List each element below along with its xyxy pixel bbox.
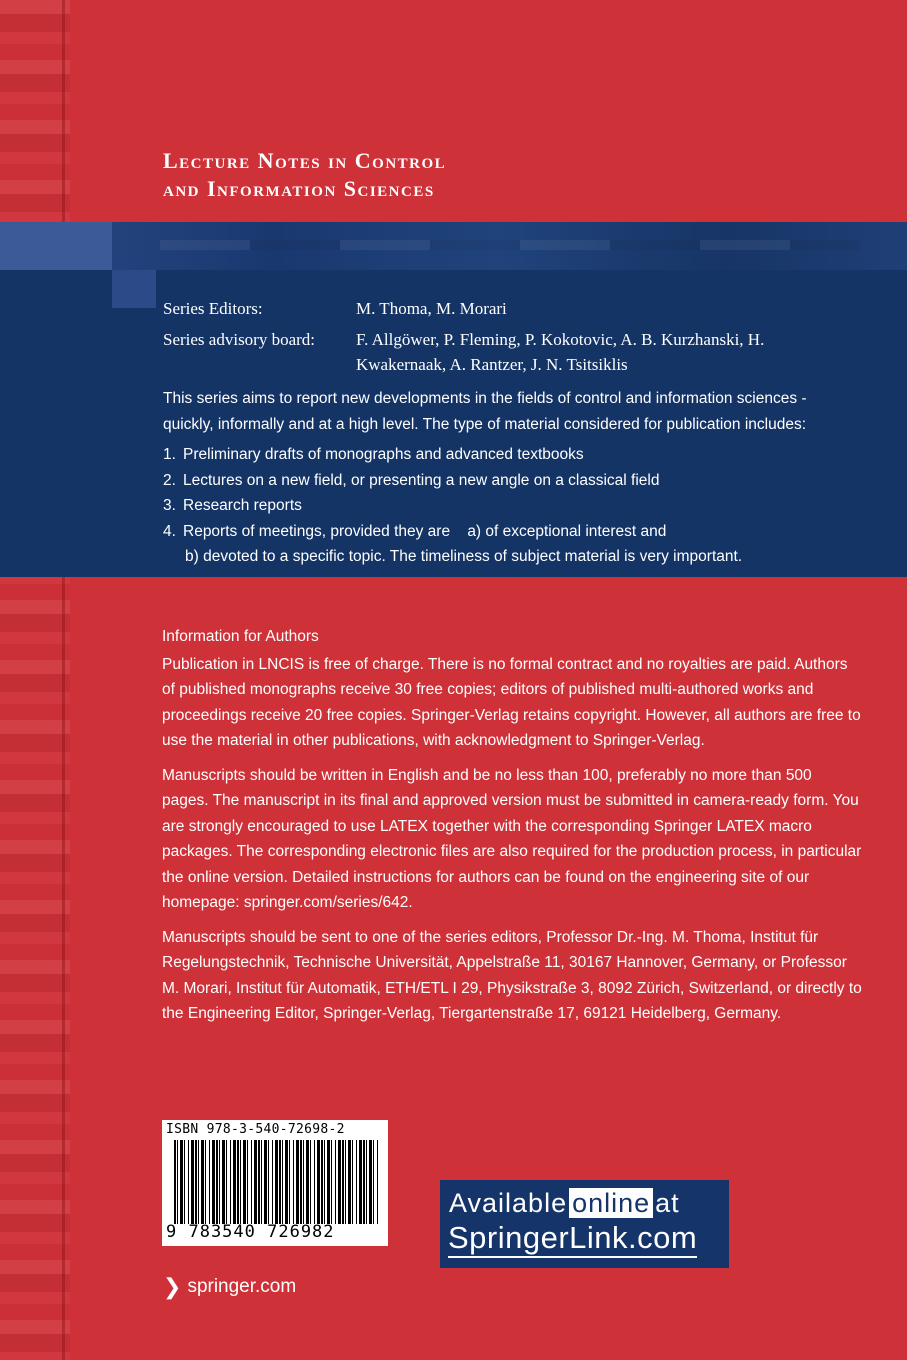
isbn-barcode xyxy=(162,1120,388,1246)
series-editors-label: Series Editors: xyxy=(163,299,263,318)
list-item-text: Lectures on a new field, or presenting a new angle on a classical field xyxy=(183,471,660,489)
isbn-label: ISBN 978-3-540-72698-2 xyxy=(166,1122,345,1137)
list-item-number: 1. xyxy=(163,446,176,463)
barcode-bars xyxy=(174,1140,378,1224)
list-item-text: Reports of meetings, provided they are a) of exceptional interest and xyxy=(183,522,667,540)
list-item xyxy=(163,442,853,468)
spine-stripes xyxy=(0,0,70,1360)
springer-url xyxy=(163,1276,296,1298)
list-item-text: Preliminary drafts of monographs and advanced textbooks xyxy=(183,446,584,463)
series-title-line1: Lecture Notes in Control xyxy=(163,148,447,173)
list-item xyxy=(163,519,853,545)
series-editors-value: M. Thoma, M. Morari xyxy=(356,299,507,318)
band-strip xyxy=(0,222,907,270)
list-item-continuation: b) devoted to a specific topic. The timeliness of subject material is very important. xyxy=(185,548,743,565)
authors-paragraph-3: Manuscripts should be sent to one of the series editors, Professor Dr.-Ing. M. Thoma, Institut für Regelungstechnik, Technische Universität, Appelstraße 11, 30167 Hannover, Germany, or Professor M. Morari, Institut für Automatik, ETH/ETL I 29, Physikstraße 3, 8092 Zürich, Switzerland, or directly to the Engineering Editor, Springer-Verlag, Tiergartenstraße 17, 69121 Heidelberg, Germany. xyxy=(162,928,862,1022)
springer-url-text: springer.com xyxy=(187,1276,297,1297)
chevron-right-icon: ❯ xyxy=(163,1274,182,1299)
information-for-authors xyxy=(162,624,862,1036)
springerlink-badge xyxy=(440,1180,729,1268)
springerlink-brand-text: SpringerLink.com xyxy=(448,1220,698,1255)
decor-square-small xyxy=(112,270,156,308)
advisory-board-value: F. Allgöwer, P. Fleming, P. Kokotovic, A. B. Kurzhanski, H. Kwakernaak, A. Rantzer, J. N. Tsitsiklis xyxy=(356,330,765,374)
list-item-number: 4. xyxy=(163,522,176,540)
list-item-number: 2. xyxy=(163,471,176,489)
series-title-line2: and Information Sciences xyxy=(163,176,435,201)
springerlink-brand xyxy=(448,1220,697,1256)
online-text: online xyxy=(569,1188,653,1218)
available-text: Available xyxy=(449,1188,568,1218)
authors-paragraph-1: Publication in LNCIS is free of charge. There is no formal contract and no royalties are paid. Authors of published monographs receive 30 free copies; editors of published multi-authored works and proceedings receive 20 free copies. Springer-Verlag retains copyright. However, all authors are free to use the material in other publications, with acknowledgment to Springer-Verlag. xyxy=(162,655,861,749)
series-intro: This series aims to report new developments in the fields of control and information sciences - quickly, informally and at a high level. The type of material considered for publication includes: xyxy=(163,390,807,433)
barcode-digits: 9 783540 726982 xyxy=(166,1222,335,1242)
list-item xyxy=(163,493,853,519)
series-title xyxy=(163,147,446,203)
material-types-list xyxy=(163,442,853,570)
list-item-number: 3. xyxy=(163,497,176,514)
list-item xyxy=(163,468,853,494)
advisory-board-label: Series advisory board: xyxy=(163,330,316,349)
brand-underline xyxy=(448,1256,697,1258)
editors-row xyxy=(163,296,796,321)
authors-paragraph-2: Manuscripts should be written in English and be no less than 100, preferably no more than 500 pages. The manuscript in its final and approved version must be submitted in camera-ready form. You are strongly encouraged to use LATEX together with the corresponding Springer LATEX macro packages. The corresponding electronic files are also required for the production process, in particular the online version. Detailed instructions for authors can be found on the engineering site of our homepage: springer.com/series/642. xyxy=(162,766,862,911)
advisory-board-row xyxy=(163,327,796,377)
decor-square xyxy=(0,222,112,270)
list-item-text: Research reports xyxy=(183,497,302,514)
editors-table xyxy=(163,296,796,383)
springerlink-available-line xyxy=(449,1188,680,1219)
at-text: at xyxy=(655,1188,680,1218)
authors-heading: Information for Authors xyxy=(162,628,319,645)
spine-edge xyxy=(62,0,65,1360)
